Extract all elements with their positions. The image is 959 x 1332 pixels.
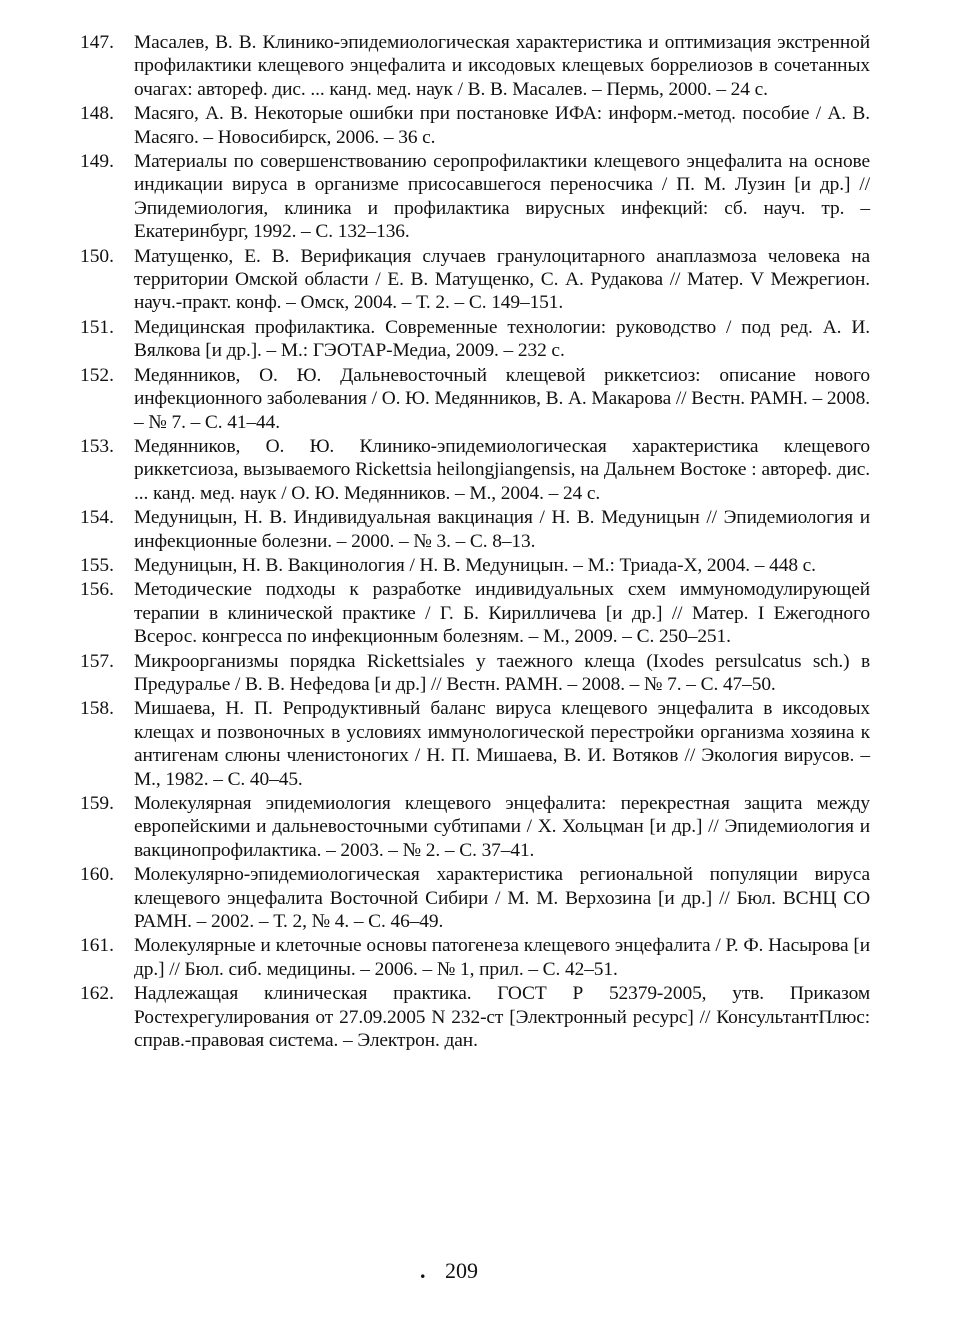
- reference-item: [80, 245, 870, 315]
- reference-text: Молекулярно-эпидемиологическая характеристика региональной популяции вируса клещевого энцефалита Восточной Сибири / М. М. Верхозина [и др.] // Бюл. ВСНЦ СО РАМН. – 2002. – Т. 2, № 4. – С. 46–49.: [134, 864, 870, 933]
- reference-number: 152.: [80, 364, 114, 386]
- reference-number: 150.: [80, 245, 114, 267]
- reference-number: 154.: [80, 507, 114, 529]
- reference-text: Материалы по совершенствованию серопрофилактики клещевого энцефалита на основе индикации вируса в организме присосавшегося переносчика / П. М. Лузин [и др.] // Эпидемиология, клиника и профилактика вирусных инфекций: сб. науч. тр. – Екатеринбург, 1992. – С. 132–136.: [134, 151, 870, 243]
- reference-item: [80, 934, 870, 981]
- reference-text: Микроорганизмы порядка Rickettsiales у таежного клеща (Ixodes persulcatus sch.) в Предуралье / В. В. Нефедова [и др.] // Вестн. РАМН. – 2008. – № 7. – С. 47–50.: [134, 650, 870, 695]
- reference-number: 148.: [80, 103, 114, 125]
- reference-text: Мишаева, Н. П. Репродуктивный баланс вируса клещевого энцефалита в иксодовых клещах и позвоночных в условиях иммунологической перестройки организма хозяина к антигенам слюны членистоногих / Н. П. Мишаева, В. И. Вотяков // Экология вирусов. – М., 1982. – С. 40–45.: [134, 698, 870, 790]
- reference-item: [80, 31, 870, 101]
- reference-list: [80, 31, 870, 1053]
- reference-item: [80, 578, 870, 648]
- reference-item: [80, 435, 870, 505]
- reference-text: Медянников, О. Ю. Клинико-эпидемиологическая характеристика клещевого риккетсиоза, вызываемого Rickettsia heilongjiangensis, на Дальнем Востоке : автореф. дис. ... канд. мед. наук / О. Ю. Медянников. – М., 2004. – 24 с.: [134, 435, 870, 504]
- reference-item: [80, 150, 870, 244]
- reference-item: [80, 650, 870, 697]
- reference-item: [80, 316, 870, 363]
- reference-number: 162.: [80, 983, 114, 1005]
- page-footer: [420, 1258, 540, 1284]
- reference-text: Медицинская профилактика. Современные технологии: руководство / под ред. А. И. Вялкова [и др.]. – М.: ГЭОТАР-Медиа, 2009. – 232 с.: [134, 316, 870, 362]
- reference-item: [80, 792, 870, 862]
- reference-item: [80, 697, 870, 791]
- reference-number: 153.: [80, 435, 114, 457]
- reference-text: Масяго, А. В. Некоторые ошибки при постановке ИФА: информ.-метод. пособие / А. В. Масяго. – Новосибирск, 2006. – 36 с.: [134, 103, 870, 148]
- reference-item: [80, 102, 870, 149]
- reference-number: 159.: [80, 793, 114, 814]
- reference-number: 160.: [80, 864, 114, 886]
- reference-item: [80, 506, 870, 553]
- reference-number: 158.: [80, 698, 114, 720]
- reference-text: Надлежащая клиническая практика. ГОСТ Р 52379-2005, утв. Приказом Ростехрегулирования от 27.09.2005 N 232-ст [Электронный ресурс] // КонсультантПлюс: справ.-правовая система. – Электрон. дан.: [134, 983, 870, 1052]
- reference-item: [80, 554, 870, 577]
- reference-text: Молекулярная эпидемиология клещевого энцефалита: перекрестная защита между европейскими и дальневосточными субтипами / Х. Хольцман [и др.] // Эпидемиология и вакцинопрофилактика. – 2003. – № 2. – С. 37–41.: [134, 793, 870, 861]
- page-number: 209: [445, 1258, 478, 1283]
- reference-number: 155.: [80, 554, 114, 576]
- reference-text: Матущенко, Е. В. Верификация случаев гранулоцитарного анаплазмоза человека на территории Омской области / Е. В. Матущенко, С. А. Рудакова // Матер. V Межрегион. науч.-практ. конф. – Омск, 2004. – Т. 2. – С. 149–151.: [134, 245, 870, 314]
- reference-text: Методические подходы к разработке индивидуальных схем иммуномодулирующей терапии в клинической практике / Г. Б. Кирилличева [и др.] // Матер. I Ежегодного Всерос. конгресса по инфекционным болезням. – М., 2009. – С. 250–251.: [134, 579, 870, 648]
- reference-number: 161.: [80, 935, 114, 957]
- reference-text: Молекулярные и клеточные основы патогенеза клещевого энцефалита / Р. Ф. Насырова [и др.] // Бюл. сиб. медицины. – 2006. – № 1, прил. – С. 42–51.: [134, 935, 870, 980]
- reference-number: 151.: [80, 316, 114, 338]
- footer-dot: .: [420, 1258, 426, 1283]
- reference-text: Масалев, В. В. Клинико-эпидемиологическая характеристика и оптимизация экстренной профилактики клещевого энцефалита и иксодовых клещевых боррелиозов в сочетанных очагах: автореф. дис. ... канд. мед. наук / В. В. Масалев. – Пермь, 2000. – 24 с.: [134, 32, 870, 100]
- reference-item: [80, 364, 870, 434]
- reference-number: 147.: [80, 32, 114, 53]
- reference-item: [80, 863, 870, 933]
- reference-number: 157.: [80, 650, 114, 672]
- reference-number: 156.: [80, 579, 114, 601]
- reference-item: [80, 982, 870, 1052]
- reference-text: Медянников, О. Ю. Дальневосточный клещевой риккетсиоз: описание нового инфекционного заболевания / О. Ю. Медянников, В. А. Макарова // Вестн. РАМН. – 2008. – № 7. – С. 41–44.: [134, 364, 870, 433]
- reference-number: 149.: [80, 151, 114, 173]
- reference-text: Медуницын, Н. В. Индивидуальная вакцинация / Н. В. Медуницын // Эпидемиология и инфекционные болезни. – 2000. – № 3. – С. 8–13.: [134, 507, 870, 552]
- reference-text: Медуницын, Н. В. Вакцинология / Н. В. Медуницын. – М.: Триада-Х, 2004. – 448 с.: [134, 554, 816, 576]
